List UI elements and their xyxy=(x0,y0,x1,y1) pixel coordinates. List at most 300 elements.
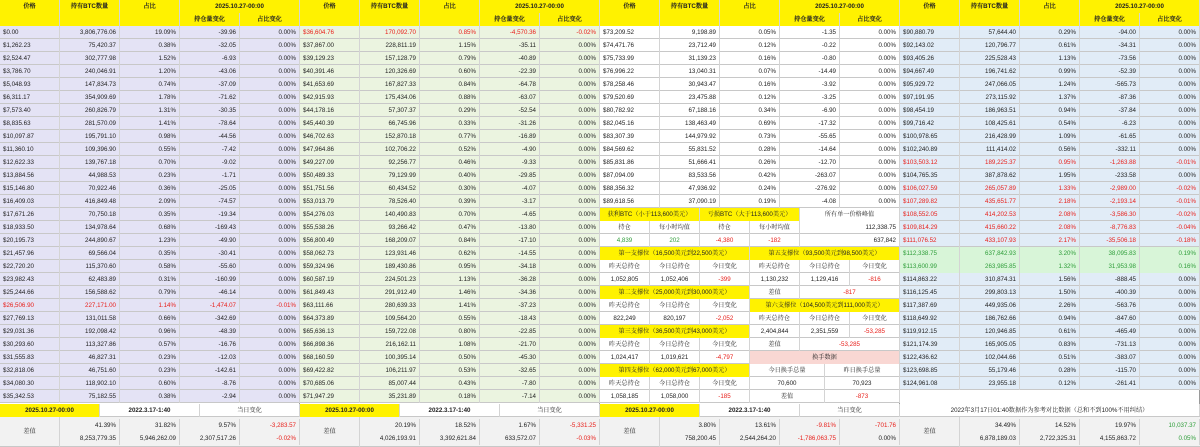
hold-change-cell: -87.36 xyxy=(1080,91,1140,104)
ratio-cell: 0.62% xyxy=(420,247,480,260)
table-row xyxy=(300,143,600,156)
panel-cell: 1,058,185 xyxy=(600,390,650,403)
ratio-change-cell: 0.16% xyxy=(1140,260,1200,273)
holding-cell: 216,162.11 xyxy=(360,338,420,351)
price-cell: $69,422.82 xyxy=(300,364,360,377)
hold-change-cell: -17.10 xyxy=(480,234,540,247)
ratio-cell: 0.43% xyxy=(420,377,480,390)
table-row xyxy=(0,0,300,13)
price-cell: $45,440.39 xyxy=(300,117,360,130)
table-row xyxy=(900,299,1200,312)
hold-change-cell: -25.05 xyxy=(180,182,240,195)
ratio-cell: 1.15% xyxy=(420,39,480,52)
ratio-change-cell: 0.00% xyxy=(1140,104,1200,117)
table-row xyxy=(600,182,900,195)
footer-value: 1.67% xyxy=(480,419,540,432)
table-row xyxy=(300,208,600,221)
hold-change-cell: -43.06 xyxy=(180,65,240,78)
ratio-change-cell: 0.00% xyxy=(240,156,300,169)
table-row xyxy=(300,273,600,286)
ratio-cell: 0.40% xyxy=(420,169,480,182)
header-date: 2025.10.27-00:00 xyxy=(1080,0,1200,13)
table-row xyxy=(300,377,600,390)
table-row xyxy=(900,182,1200,195)
table-row xyxy=(0,182,300,195)
price-cell: $15,146.80 xyxy=(0,182,60,195)
panel-cell: 持仓 xyxy=(700,221,750,234)
holding-cell: 186,963.51 xyxy=(960,104,1020,117)
price-cell: $31,555.83 xyxy=(0,351,60,364)
table-block-3 xyxy=(900,0,1200,447)
ratio-change-cell: 0.00% xyxy=(540,143,600,156)
price-cell: $20,195.73 xyxy=(0,234,60,247)
table-row xyxy=(600,130,900,143)
table-row xyxy=(0,338,300,351)
header-spacer xyxy=(600,13,660,26)
holding-cell: 47,936.92 xyxy=(660,182,720,195)
ratio-cell: 0.34% xyxy=(720,104,780,117)
ratio-change-cell: 0.00% xyxy=(1140,338,1200,351)
ratio-change-cell: 0.00% xyxy=(840,169,900,182)
ratio-cell: 0.60% xyxy=(120,377,180,390)
panel-cell: 1,129,416 xyxy=(800,273,850,286)
holding-cell: 118,902.10 xyxy=(60,377,120,390)
hold-change-cell: -400.39 xyxy=(1080,286,1140,299)
ratio-change-cell: 0.00% xyxy=(540,195,600,208)
header-ratio-change: 占比变化 xyxy=(540,13,600,26)
ratio-cell: 0.95% xyxy=(420,260,480,273)
footer-value: 31.82% xyxy=(120,419,180,432)
ratio-cell: 0.73% xyxy=(720,130,780,143)
table-row xyxy=(900,91,1200,104)
panel-cell: -53,285 xyxy=(800,338,900,351)
hold-change-cell: -13.80 xyxy=(480,221,540,234)
holding-cell: 113,327.86 xyxy=(60,338,120,351)
ratio-cell: 2.08% xyxy=(1020,208,1080,221)
price-cell: $113,600.99 xyxy=(900,260,960,273)
panel-cell: 每小时均值 xyxy=(750,221,800,234)
holding-cell: 78,526.40 xyxy=(360,195,420,208)
table-row xyxy=(600,39,900,52)
table-row xyxy=(600,195,900,208)
table-row xyxy=(300,299,600,312)
footer-value: -9.81% xyxy=(780,419,840,432)
header-spacer xyxy=(300,13,360,26)
ratio-cell: 0.99% xyxy=(1020,65,1080,78)
ratio-cell: 0.83% xyxy=(1020,338,1080,351)
panel-cell: 今日变化 xyxy=(700,299,750,312)
panel-cell: -185 xyxy=(700,390,750,403)
table-row xyxy=(300,117,600,130)
ratio-change-cell: 0.00% xyxy=(240,208,300,221)
footer-value: 5,946,262.09 xyxy=(120,432,180,445)
ratio-cell: 1.37% xyxy=(1020,91,1080,104)
ratio-change-cell: 0.00% xyxy=(540,117,600,130)
header-price: 价格 xyxy=(300,0,360,13)
ratio-cell: 1.13% xyxy=(1020,52,1080,65)
holding-cell: 85,007.44 xyxy=(360,377,420,390)
price-cell: $7,573.40 xyxy=(0,104,60,117)
panel-cell: 今日变化 xyxy=(700,338,750,351)
panel-cell: -2,052 xyxy=(700,312,750,325)
ratio-change-cell: 0.00% xyxy=(240,377,300,390)
footer-ref-label: 2022.3.17-1:40 xyxy=(400,404,500,417)
table-row xyxy=(300,104,600,117)
ratio-change-cell: 0.19% xyxy=(1140,247,1200,260)
hold-change-cell: -30.41 xyxy=(180,247,240,260)
table-row xyxy=(900,247,1200,260)
ratio-cell: 3.20% xyxy=(1020,247,1080,260)
ratio-change-cell: 0.00% xyxy=(240,39,300,52)
ratio-cell: 0.68% xyxy=(120,221,180,234)
table-row xyxy=(600,247,900,260)
panel-cell: 今日变化 xyxy=(850,260,900,273)
price-cell: $27,769.13 xyxy=(0,312,60,325)
ratio-change-cell: 0.00% xyxy=(240,143,300,156)
panel-cell: 昨天总持仓 xyxy=(750,260,800,273)
holding-cell: 387,878.62 xyxy=(960,169,1020,182)
holding-cell: 189,225.37 xyxy=(960,156,1020,169)
ratio-cell: 0.55% xyxy=(120,143,180,156)
price-cell: $54,276.03 xyxy=(300,208,360,221)
table-row xyxy=(900,78,1200,91)
ratio-cell: 0.98% xyxy=(120,130,180,143)
table-row xyxy=(0,26,300,39)
price-cell: $41,653.69 xyxy=(300,78,360,91)
footer-header-row xyxy=(600,404,900,417)
holding-cell: 70,750.18 xyxy=(60,208,120,221)
hold-change-cell: -1.71 xyxy=(180,169,240,182)
price-cell: $32,818.06 xyxy=(0,364,60,377)
footer-value: 633,572.07 xyxy=(480,432,540,445)
panel-cell: 1,058,000 xyxy=(650,390,700,403)
table-row xyxy=(0,169,300,182)
ratio-change-cell: 0.00% xyxy=(540,364,600,377)
panel-cell: 今日总持仓 xyxy=(650,338,700,351)
table-row xyxy=(300,325,600,338)
table-row xyxy=(900,143,1200,156)
holding-cell: 9,198.89 xyxy=(660,26,720,39)
hold-change-cell: -4.90 xyxy=(480,143,540,156)
price-cell: $23,982.43 xyxy=(0,273,60,286)
footer-date-label: 2025.10.27-00:00 xyxy=(0,404,100,417)
ratio-cell: 0.07% xyxy=(720,65,780,78)
footer-date-label: 2025.10.27-00:00 xyxy=(300,404,400,417)
holding-cell: 31,139.23 xyxy=(660,52,720,65)
ratio-cell: 0.12% xyxy=(720,91,780,104)
table-row xyxy=(0,130,300,143)
ratio-change-cell: 0.00% xyxy=(540,52,600,65)
table-row xyxy=(600,390,900,403)
hold-change-cell: -37.84 xyxy=(1080,104,1140,117)
price-cell: $58,062.73 xyxy=(300,247,360,260)
footer-value: -701.76 xyxy=(840,419,900,432)
table-row xyxy=(300,169,600,182)
hold-change-cell: -2.94 xyxy=(180,390,240,403)
holding-cell: 67,188.16 xyxy=(660,104,720,117)
panel-cell: 112,338.75 xyxy=(800,221,900,234)
price-cell: $112,338.75 xyxy=(900,247,960,260)
ratio-change-cell: 0.00% xyxy=(540,39,600,52)
table-row xyxy=(300,221,600,234)
ratio-change-cell: 0.00% xyxy=(540,260,600,273)
holding-cell: 227,171.00 xyxy=(60,299,120,312)
panel-cell: 持仓 xyxy=(600,221,650,234)
holding-cell: 75,182.55 xyxy=(60,390,120,403)
table-row xyxy=(300,52,600,65)
holding-cell: 260,826.79 xyxy=(60,104,120,117)
footer-value: 3,392,621.84 xyxy=(420,432,480,445)
table-row xyxy=(300,390,600,403)
holding-cell: 247,066.05 xyxy=(960,78,1020,91)
footer-diff-label: 差值 xyxy=(900,417,960,447)
price-cell: $22,720.20 xyxy=(0,260,60,273)
header-holding: 持有BTC数量 xyxy=(360,0,420,13)
price-cell: $76,996.22 xyxy=(600,65,660,78)
holding-cell: 100,395.14 xyxy=(360,351,420,364)
hold-change-cell: -48.39 xyxy=(180,325,240,338)
ratio-change-cell: 0.00% xyxy=(1140,143,1200,156)
hold-change-cell: -52.39 xyxy=(1080,65,1140,78)
table-row xyxy=(300,195,600,208)
header-ratio: 占比 xyxy=(420,0,480,13)
table-row xyxy=(600,78,900,91)
price-cell: $80,782.92 xyxy=(600,104,660,117)
holding-cell: 354,909.69 xyxy=(60,91,120,104)
holding-cell: 102,044.66 xyxy=(960,351,1020,364)
holding-cell: 62,483.89 xyxy=(60,273,120,286)
hold-change-cell: -4.08 xyxy=(780,195,840,208)
panel-cell: -4,380 xyxy=(700,234,750,247)
hold-change-cell: -8.76 xyxy=(180,377,240,390)
table-row xyxy=(300,247,600,260)
ratio-cell: 0.19% xyxy=(720,195,780,208)
holding-cell: 192,098.42 xyxy=(60,325,120,338)
table-row xyxy=(0,78,300,91)
price-cell: $116,125.45 xyxy=(900,286,960,299)
footer-value: 10,037.37 xyxy=(1140,419,1200,432)
price-cell: $107,289.82 xyxy=(900,195,960,208)
holding-cell: 23,712.49 xyxy=(660,39,720,52)
price-cell: $103,503.12 xyxy=(900,156,960,169)
header-holding: 持有BTC数量 xyxy=(60,0,120,13)
ratio-cell: 0.94% xyxy=(1020,312,1080,325)
price-cell: $55,538.26 xyxy=(300,221,360,234)
panel-cell: 今日变化 xyxy=(850,312,900,325)
header-ratio: 占比 xyxy=(1020,0,1080,13)
price-cell: $121,174.39 xyxy=(900,338,960,351)
table-row xyxy=(300,156,600,169)
hold-change-cell: -4,570.36 xyxy=(480,26,540,39)
panel-cell: 昨天总持仓 xyxy=(600,299,650,312)
hold-change-cell: -3.17 xyxy=(480,195,540,208)
hold-change-cell: -49.90 xyxy=(180,234,240,247)
footer-value: 3.80% xyxy=(660,419,720,432)
panel-cell: 昨天总持仓 xyxy=(750,312,800,325)
holding-cell: 637,842.93 xyxy=(960,247,1020,260)
table-row xyxy=(600,273,900,286)
holding-cell: 144,979.92 xyxy=(660,130,720,143)
table-row xyxy=(900,286,1200,299)
ratio-cell: 0.60% xyxy=(420,65,480,78)
support-6-label: 第六支撑位（104,500美元到111,000美元） xyxy=(750,299,900,312)
ratio-change-cell: 0.00% xyxy=(1140,377,1200,390)
price-cell: $79,520.69 xyxy=(600,91,660,104)
price-cell: $98,454.19 xyxy=(900,104,960,117)
price-cell: $36,604.76 xyxy=(300,26,360,39)
ratio-cell: 0.51% xyxy=(1020,351,1080,364)
table-block-2 xyxy=(600,0,900,447)
ratio-cell: 0.46% xyxy=(420,156,480,169)
table-row xyxy=(600,286,900,299)
ratio-change-cell: 0.00% xyxy=(240,195,300,208)
ratio-change-cell: 0.00% xyxy=(240,26,300,39)
holding-cell: 46,751.60 xyxy=(60,364,120,377)
hold-change-cell: -55.65 xyxy=(780,130,840,143)
table-row xyxy=(0,221,300,234)
header-spacer xyxy=(0,13,60,26)
footer-note: 2022年3月17日01:40数据作为参考对比数据（总和不到100%不用纠结） xyxy=(900,404,1200,417)
table-row xyxy=(900,52,1200,65)
ratio-cell: 2.26% xyxy=(1020,299,1080,312)
holding-cell: 13,040.31 xyxy=(660,65,720,78)
panel-cell: 4,839 xyxy=(600,234,650,247)
hold-change-cell: -40.89 xyxy=(480,52,540,65)
holding-cell: 195,791.10 xyxy=(60,130,120,143)
ratio-change-cell: 0.00% xyxy=(1140,39,1200,52)
panel-cell: 822,249 xyxy=(600,312,650,325)
table-row xyxy=(600,91,900,104)
hold-change-cell: -263.07 xyxy=(780,169,840,182)
ratio-change-cell: -0.02% xyxy=(1140,182,1200,195)
table-row xyxy=(600,26,900,39)
price-cell: $37,867.00 xyxy=(300,39,360,52)
header-holding: 持有BTC数量 xyxy=(960,0,1020,13)
panel-cell: 70,600 xyxy=(750,377,825,390)
ratio-cell: 0.52% xyxy=(420,143,480,156)
ratio-change-cell: 0.00% xyxy=(240,312,300,325)
ratio-change-cell: 0.00% xyxy=(240,78,300,91)
hold-change-cell: -0.80 xyxy=(780,52,840,65)
table-row xyxy=(300,130,600,143)
holding-cell: 224,501.23 xyxy=(360,273,420,286)
table-row xyxy=(0,117,300,130)
hold-change-cell: -63.07 xyxy=(480,91,540,104)
panel-cell: -182 xyxy=(750,234,800,247)
table-row xyxy=(600,364,900,377)
footer-value: 0.00% xyxy=(840,432,900,445)
hold-change-cell: -3.92 xyxy=(780,78,840,91)
table-row xyxy=(0,351,300,364)
table-row xyxy=(600,260,900,273)
hold-change-cell: -34.31 xyxy=(1080,39,1140,52)
price-cell: $16,409.03 xyxy=(0,195,60,208)
ratio-cell: 0.55% xyxy=(420,312,480,325)
ratio-change-cell: 0.00% xyxy=(540,377,600,390)
holding-cell: 70,922.46 xyxy=(60,182,120,195)
holding-cell: 131,011.58 xyxy=(60,312,120,325)
table-row xyxy=(900,351,1200,364)
ratio-cell: 19.09% xyxy=(120,26,180,39)
table-row xyxy=(600,104,900,117)
ratio-change-cell: -0.01% xyxy=(240,299,300,312)
holding-cell: 120,946.85 xyxy=(960,325,1020,338)
price-cell: $114,863.22 xyxy=(900,273,960,286)
footer-diff-row xyxy=(300,417,600,447)
ratio-cell: 0.23% xyxy=(120,351,180,364)
hold-change-cell: -847.60 xyxy=(1080,312,1140,325)
price-cell: $124,961.08 xyxy=(900,377,960,390)
hold-change-cell: -3,586.30 xyxy=(1080,208,1140,221)
ratio-change-cell: 0.00% xyxy=(840,78,900,91)
table-row xyxy=(600,65,900,78)
ratio-change-cell: 0.00% xyxy=(1140,286,1200,299)
holding-cell: 175,434.06 xyxy=(360,91,420,104)
ratio-cell: 1.13% xyxy=(420,273,480,286)
ratio-change-cell: 0.00% xyxy=(240,325,300,338)
hold-change-cell: -7.80 xyxy=(480,377,540,390)
hold-change-cell: -29.85 xyxy=(480,169,540,182)
panel-cell: 差值 xyxy=(750,338,800,351)
ratio-cell: 0.16% xyxy=(720,78,780,91)
holding-cell: 291,912.49 xyxy=(360,286,420,299)
ratio-cell: 1.23% xyxy=(120,234,180,247)
holding-cell: 302,777.98 xyxy=(60,52,120,65)
ratio-cell: 0.39% xyxy=(420,195,480,208)
holding-cell: 60,434.52 xyxy=(360,182,420,195)
ratio-cell: 0.42% xyxy=(720,169,780,182)
header-price: 价格 xyxy=(0,0,60,13)
ratio-change-cell: 0.00% xyxy=(240,104,300,117)
price-cell: $35,342.53 xyxy=(0,390,60,403)
price-cell: $109,814.29 xyxy=(900,221,960,234)
holding-cell: 170,092.70 xyxy=(360,26,420,39)
table-row xyxy=(600,221,900,234)
panel-cell: 昨天总持仓 xyxy=(600,377,650,390)
holding-cell: 44,988.53 xyxy=(60,169,120,182)
hold-change-cell: -261.41 xyxy=(1080,377,1140,390)
ratio-change-cell: 0.00% xyxy=(240,130,300,143)
panel-cell: 昨天总持仓 xyxy=(600,260,650,273)
holding-cell: 55,179.46 xyxy=(960,364,1020,377)
footer-value: 14.52% xyxy=(1020,419,1080,432)
ratio-cell: 0.61% xyxy=(1020,39,1080,52)
hold-change-cell: 31,953.98 xyxy=(1080,260,1140,273)
hold-change-cell: -9.33 xyxy=(480,156,540,169)
ratio-cell: 2.18% xyxy=(1020,195,1080,208)
holding-cell: 225,528.43 xyxy=(960,52,1020,65)
hold-change-cell: -74.57 xyxy=(180,195,240,208)
ratio-change-cell: 0.00% xyxy=(1140,312,1200,325)
support-4-label: 第四支撑位（62,000美元到67,000美元） xyxy=(600,364,750,377)
ratio-change-cell: -0.01% xyxy=(1140,195,1200,208)
hold-change-cell: -35,506.18 xyxy=(1080,234,1140,247)
ratio-cell: 0.79% xyxy=(420,52,480,65)
holding-cell: 159,722.08 xyxy=(360,325,420,338)
ratio-cell: 0.88% xyxy=(420,91,480,104)
ratio-change-cell: 0.00% xyxy=(1140,364,1200,377)
ratio-change-cell: 0.00% xyxy=(540,169,600,182)
holding-cell: 414,202.53 xyxy=(960,208,1020,221)
hold-change-cell: -14.64 xyxy=(780,143,840,156)
hold-change-cell: -2,193.14 xyxy=(1080,195,1140,208)
footer-value: 758,200.45 xyxy=(660,432,720,445)
ratio-cell: 0.70% xyxy=(120,156,180,169)
turnover-label: 换手数据 xyxy=(750,351,900,364)
price-cell: $78,258.46 xyxy=(600,78,660,91)
hold-change-cell: -32.65 xyxy=(480,364,540,377)
hold-change-cell: -21.70 xyxy=(480,338,540,351)
